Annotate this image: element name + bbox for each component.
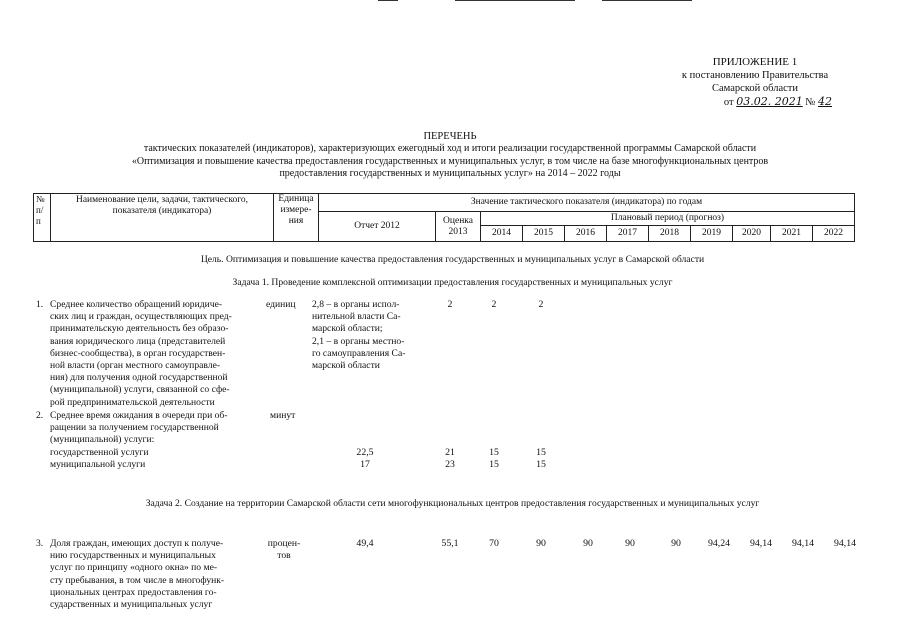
- row2-sub-2015: 15: [536, 447, 546, 458]
- appendix-line1: к постановлению Правительства: [681, 70, 829, 81]
- document-title: ПЕРЕЧЕНЬ: [423, 131, 477, 142]
- row3-year-value: 94,24: [707, 538, 731, 549]
- row3-year-value: 94,14: [833, 538, 857, 549]
- subtitle-line: «Оптимизация и повышение качества предоставления государственных и муниципальных услуг, в том числе на базе многофункциональных центров: [131, 155, 769, 167]
- row1-report: [312, 299, 427, 372]
- row2-sub-2014: 15: [489, 447, 499, 458]
- row2-unit: минут: [270, 410, 296, 421]
- scan-mark: [602, 0, 692, 1]
- row1-name-line: принимательскую деятельность без образо-: [50, 323, 229, 335]
- row1-name-line: (муниципальной) услуги, связанной со сфе-: [50, 384, 230, 396]
- row1-report-line: го самоуправления Са-: [312, 347, 406, 359]
- header-year: 2015: [523, 226, 565, 242]
- row3-unit-line: процен-: [267, 538, 301, 549]
- row1-report-line: нительной власти Са-: [312, 311, 401, 323]
- row3-year-value: 94,14: [791, 538, 815, 549]
- row3-unit: [262, 538, 306, 562]
- header-year: 2021: [771, 226, 813, 242]
- appendix-title: ПРИЛОЖЕНИЕ 1: [712, 56, 798, 68]
- row2-name-line: Среднее время ожидания в очереди при об-: [50, 410, 228, 421]
- scan-mark: [455, 0, 575, 1]
- row3-number: 3.: [36, 538, 44, 549]
- header-values: Значение тактического показателя (индикатора) по годам: [319, 194, 855, 212]
- row3-year-value: 90: [625, 538, 635, 549]
- row1-name-line: ских лиц и граждан, осуществляющих пред-: [50, 311, 232, 323]
- subtitle-line: тактических показателей (индикаторов), характеризующих ежегодный ход и итоги реализации государственной программы Самарской области: [143, 143, 757, 154]
- goal-text: Цель. Оптимизация и повышение качества предоставления государственных и муниципальных услуг в Самарской области: [200, 254, 705, 265]
- row1-name-line: ния) для получения одной государственной: [50, 372, 228, 384]
- row2-sub-label: государственной услуги: [50, 447, 149, 458]
- row3-year-value: 90: [536, 538, 546, 549]
- row3-name-line: сту пребывания, в том числе в многофунк-: [50, 574, 225, 586]
- date-prefix: от: [723, 97, 734, 108]
- header-year: 2016: [565, 226, 607, 242]
- row3-year-value: 90: [671, 538, 681, 549]
- date-value: 03.02. 2021: [736, 95, 803, 108]
- document-subtitle: [60, 143, 840, 181]
- row2-sub-report: 17: [360, 459, 370, 470]
- row3-name-line: нию государственных и муниципальных: [50, 550, 216, 562]
- row3-name-line: Доля граждан, имеющих доступ к получе-: [50, 538, 224, 549]
- row1-name-line: Среднее количество обращений юридиче-: [50, 299, 223, 310]
- header-year: 2017: [607, 226, 649, 242]
- header-year: 2020: [733, 226, 771, 242]
- row3-report: 49,4: [356, 538, 374, 549]
- number-prefix: №: [805, 97, 816, 108]
- row2-sub-2015: 15: [536, 459, 546, 470]
- scan-mark: [378, 0, 398, 1]
- row2-sub-2014: 15: [489, 459, 499, 470]
- row2-name-line: (муниципальной) услуги:: [50, 434, 155, 446]
- row1-report-line: марской области: [312, 360, 380, 372]
- row1-name-line: рой предпринимательской деятельности: [50, 396, 215, 408]
- number-value: 42: [818, 95, 832, 108]
- header-year: 2018: [649, 226, 691, 242]
- row2-name-line: ращении за получением государственной: [50, 422, 219, 434]
- row1-report-line: 2,8 – в органы испол-: [312, 299, 400, 310]
- row2-sub-estimate: 23: [445, 459, 455, 470]
- task2-text: Задача 2. Создание на территории Самарской области сети многофункциональных центров предоставления государственных и муниципальных услуг: [145, 498, 760, 509]
- task1-text: Задача 1. Проведение комплексной оптимизации предоставления государственных и муниципальных услуг: [232, 277, 673, 288]
- row1-2014: 2: [491, 299, 497, 310]
- row2-sub-report: 22,5: [356, 447, 374, 458]
- row1-2015: 2: [538, 299, 544, 310]
- row1-estimate: 2: [447, 299, 453, 310]
- header-plan: Плановый период (прогноз): [481, 212, 855, 226]
- row2-sub-estimate: 21: [445, 447, 455, 458]
- row3-name-line: сударственных и муниципальных услуг: [50, 599, 213, 611]
- row3-year-value: 90: [583, 538, 593, 549]
- header-estimate: Оценка 2013: [436, 212, 481, 242]
- row1-name-line: бизнес-сообщества), в орган государствен-: [50, 347, 226, 359]
- row3-unit-line: тов: [277, 550, 291, 562]
- header-name: Наименование цели, задачи, тактического, показателя (индикатора): [51, 194, 274, 242]
- header-report: Отчет 2012: [319, 212, 436, 242]
- row1-name-line: вания юридического лица (представителей: [50, 335, 226, 347]
- row3-year-value: 94,14: [749, 538, 773, 549]
- row1-report-line: марской области;: [312, 323, 383, 335]
- header-year: 2019: [691, 226, 733, 242]
- indicator-table-header: [33, 193, 855, 242]
- header-year: 2014: [481, 226, 523, 242]
- row2-name: [50, 410, 260, 447]
- row3-year-value: 70: [489, 538, 499, 549]
- row3-estimate: 55,1: [441, 538, 459, 549]
- row1-unit: единиц: [266, 299, 296, 310]
- subtitle-line: предоставления государственных и муниципальных услуг» на 2014 – 2022 годы: [279, 168, 621, 179]
- appendix-date-line: [640, 95, 870, 109]
- row2-sub-label: муниципальной услуги: [50, 459, 146, 470]
- row1-name-line: ной власти (орган местного самоуправле-: [50, 360, 221, 372]
- row1-name: [50, 299, 258, 409]
- appendix-block: [640, 56, 870, 109]
- row3-name-line: циональных центрах предоставления го-: [50, 586, 217, 598]
- appendix-line2: Самарской области: [712, 83, 798, 94]
- row2-number: 2.: [36, 410, 44, 421]
- row3-name: [50, 538, 258, 611]
- header-year: 2022: [813, 226, 855, 242]
- row1-number: 1.: [36, 299, 44, 310]
- row1-report-line: 2,1 – в органы местно-: [312, 335, 405, 347]
- row3-name-line: услуг по принципу «одного окна» по ме-: [50, 562, 218, 574]
- header-unit: Единица измере-ния: [274, 194, 319, 242]
- header-num: № п/п: [34, 194, 51, 242]
